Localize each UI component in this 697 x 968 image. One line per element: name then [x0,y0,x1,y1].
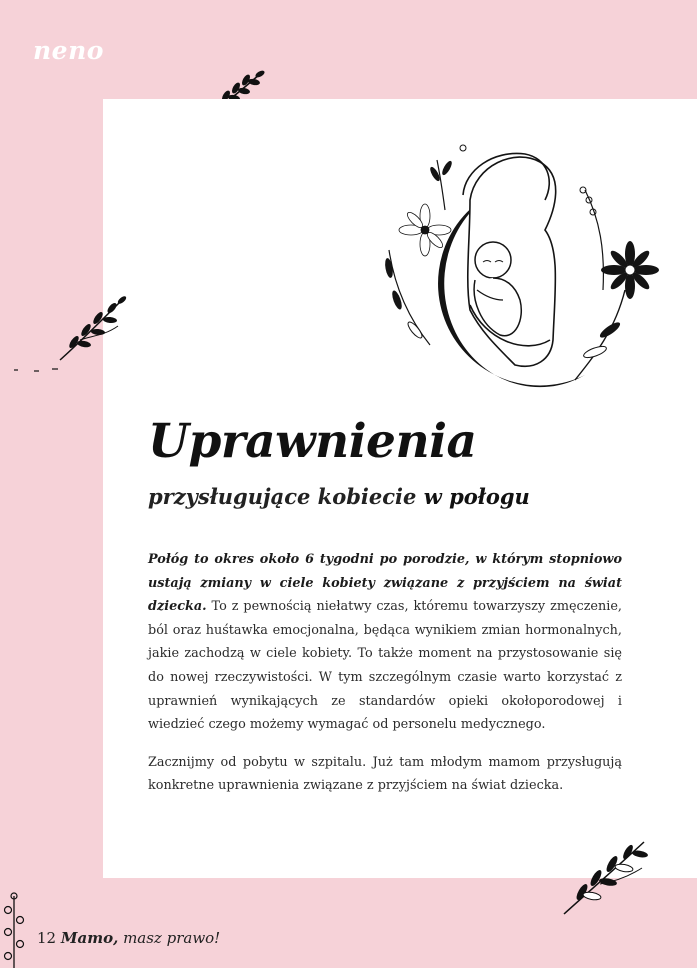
paragraph-hospital: Zacznijmy od pobytu w szpitalu. Już tam młodym mamom przysługują konkretne uprawnienia związane z przyjściem na świat dziecka. [148,754,622,794]
body-text [148,548,622,812]
brand-logo: neno [33,36,104,65]
page-footer [37,929,220,947]
decorative-dashes [12,362,72,376]
berry-sprig-icon [0,890,28,968]
mother-baby-illustration [375,140,660,390]
leaf-sprig-icon [560,838,650,918]
intro-rest: To z pewnością niełatwy czas, któremu towarzyszy zmęczenie, ból oraz huśtawka emocjonalna, będąca wynikiem zmian hormonalnych, jakie zachodzą w ciele kobiety. To także moment na przystosowanie się do nowej rzeczywistości. W tym szczególnym czasie warto korzystać z uprawnień wynikających ze standardów opieki okołoporodowej i wiedzieć czego możemy wymagać od personelu medycznego. [148,599,622,733]
leaf-sprig-icon [56,296,130,364]
paragraph-intro [148,548,622,737]
footer-title-rest: masz prawo! [118,929,221,947]
intro-italic: Połóg to okres około 6 tygodni po porodzie, w którym stopniowo ustają zmiany w ciele kobiety związane z przyjściem na świat dziecka. [148,552,622,615]
subtitle-bold: w połogu [423,484,530,509]
page-number: 12 [37,929,57,947]
page-title: Uprawnienia [148,414,477,469]
footer-title-bold: Mamo, [60,929,119,947]
subtitle-regular: przysługujące kobiecie [148,484,424,509]
page-subtitle [148,484,530,509]
